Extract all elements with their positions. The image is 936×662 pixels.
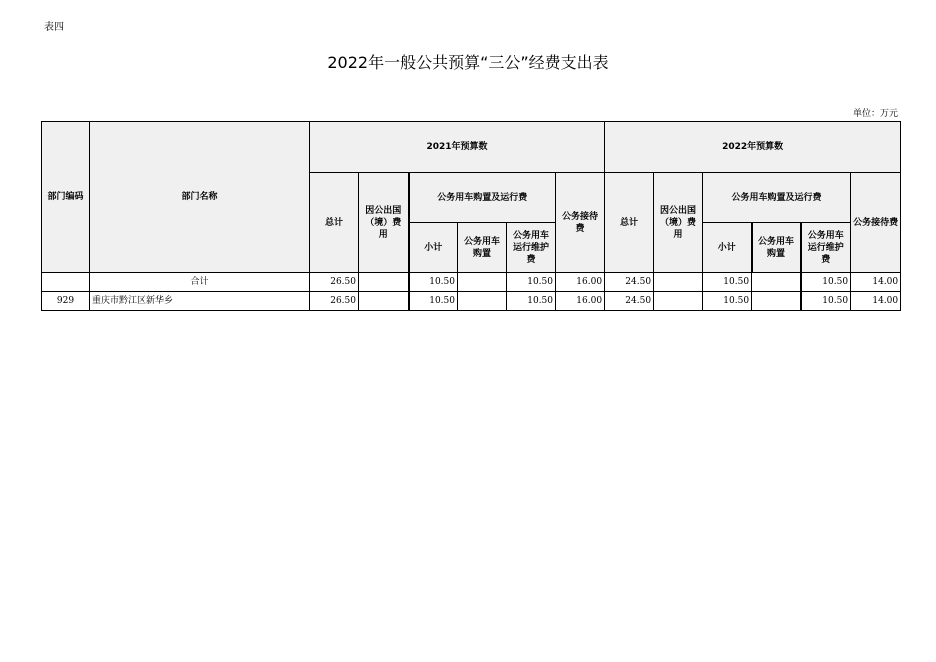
table-row [42,292,901,311]
cell-vehicle-purchase-2022 [752,292,801,311]
cell-subtotal-2021: 10.50 [409,292,458,311]
cell-reception-2022: 14.00 [851,273,901,292]
header-vehicle-maint-2021: 公务用车运行维护费 [507,223,556,273]
page-title: 2022年一般公共预算“三公”经费支出表 [327,53,609,72]
cell-reception-2021: 16.00 [556,273,605,292]
unit-label: 单位：万元 [852,109,898,119]
header-dept-name: 部门名称 [90,122,310,273]
header-vehicle-maint-2022: 公务用车运行维护费 [801,223,851,273]
header-total-2022: 总计 [605,173,654,273]
cell-dept-code [42,273,90,292]
header-2022-budget: 2022年预算数 [605,122,901,173]
cell-abroad-2022 [654,273,703,292]
cell-total-2022: 24.50 [605,292,654,311]
header-dept-code: 部门编码 [42,122,90,273]
cell-subtotal-2021: 10.50 [409,273,458,292]
cell-vehicle-purchase-2021 [458,273,507,292]
header-vehicle-purchase-2022: 公务用车购置 [752,223,801,273]
header-abroad-2021: 因公出国（境）费用 [359,173,409,273]
cell-reception-2021: 16.00 [556,292,605,311]
cell-total-2021: 26.50 [310,273,359,292]
cell-vehicle-maint-2022: 10.50 [801,292,851,311]
cell-abroad-2021 [359,273,409,292]
cell-subtotal-2022: 10.50 [703,292,752,311]
cell-abroad-2022 [654,292,703,311]
budget-table [41,121,901,311]
header-2021-budget: 2021年预算数 [310,122,605,173]
header-total-2021: 总计 [310,173,359,273]
header-subtotal-2022: 小计 [703,223,752,273]
header-vehicle-purchase-2021: 公务用车购置 [458,223,507,273]
cell-reception-2022: 14.00 [851,292,901,311]
cell-total-2022: 24.50 [605,273,654,292]
cell-total-2021: 26.50 [310,292,359,311]
cell-vehicle-maint-2022: 10.50 [801,273,851,292]
cell-vehicle-purchase-2022 [752,273,801,292]
cell-dept-code: 929 [42,292,90,311]
header-subtotal-2021: 小计 [409,223,458,273]
cell-dept-name: 重庆市黔江区新华乡 [90,292,310,311]
cell-subtotal-2022: 10.50 [703,273,752,292]
header-abroad-2022: 因公出国（境）费用 [654,173,703,273]
table-row-total [42,273,901,292]
cell-dept-name: 合计 [90,273,310,292]
cell-abroad-2021 [359,292,409,311]
cell-vehicle-maint-2021: 10.50 [507,273,556,292]
header-vehicle-2021: 公务用车购置及运行费 [409,173,556,223]
header-reception-2022: 公务接待费 [851,173,901,273]
header-vehicle-2022: 公务用车购置及运行费 [703,173,851,223]
cell-vehicle-purchase-2021 [458,292,507,311]
header-reception-2021: 公务接待费 [556,173,605,273]
sheet-label: 表四 [44,22,64,33]
cell-vehicle-maint-2021: 10.50 [507,292,556,311]
